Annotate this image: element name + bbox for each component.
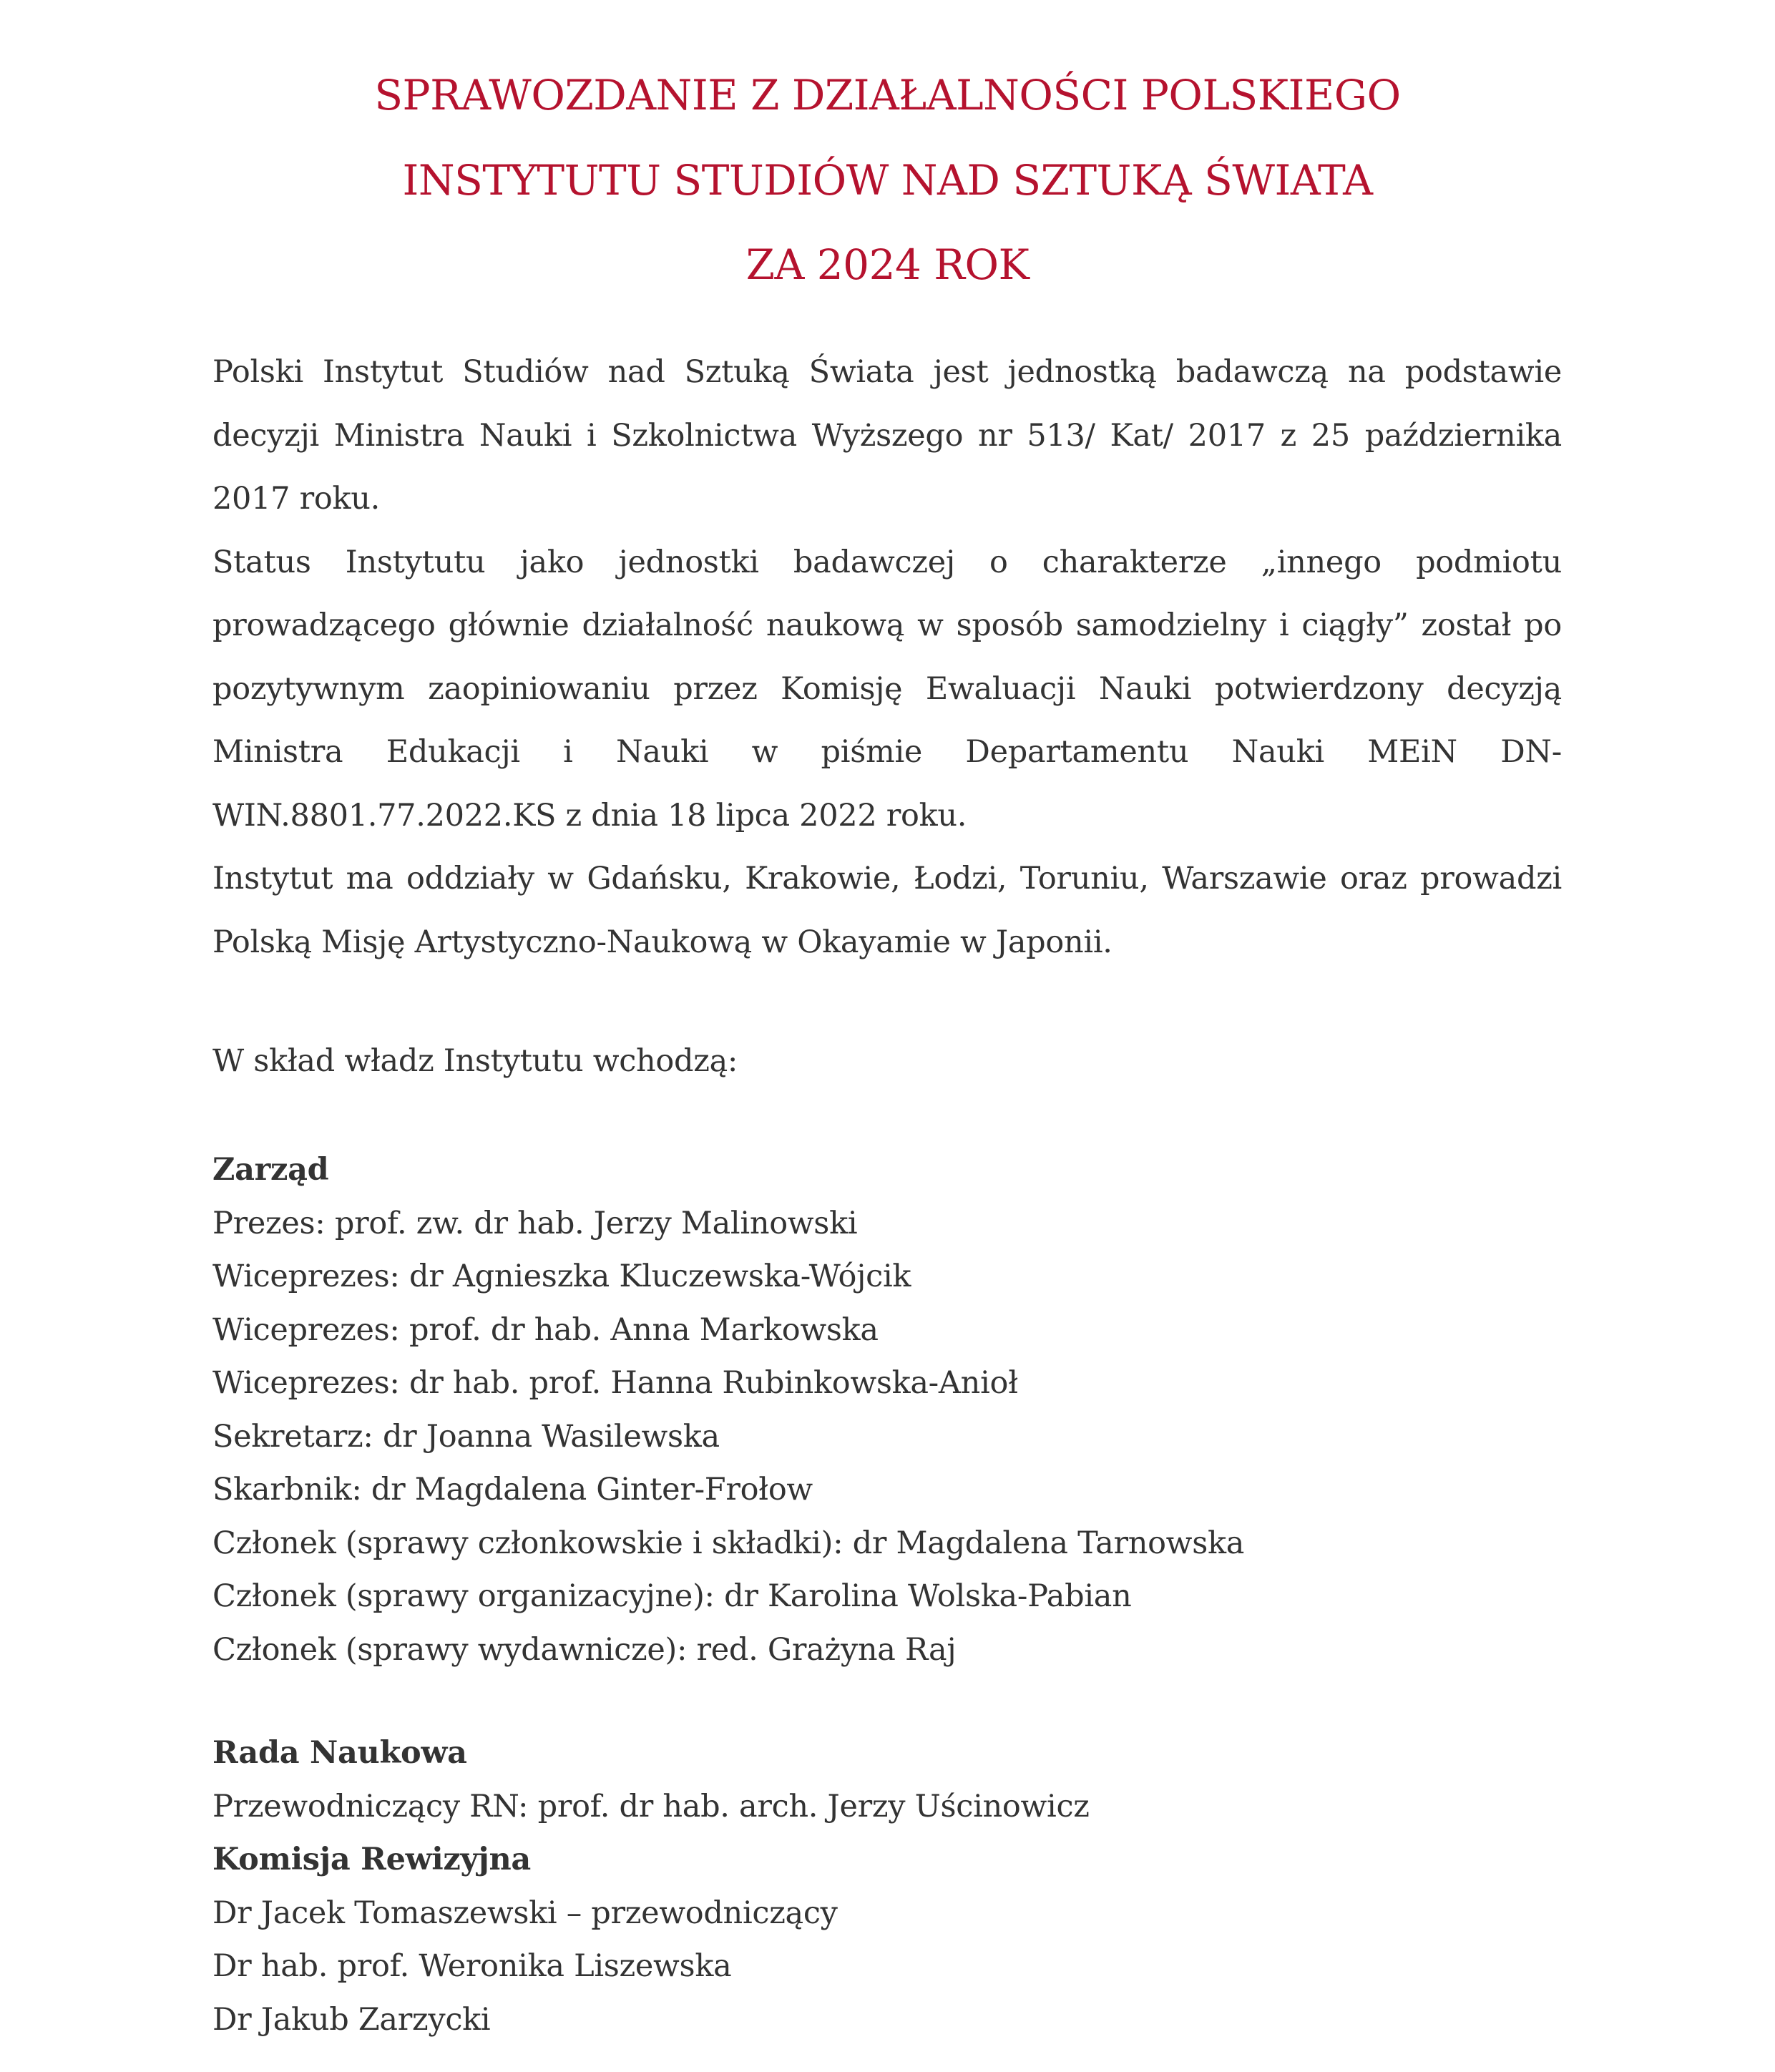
scientific-council-heading: Rada Naukowa	[212, 1735, 467, 1771]
audit-committee-heading: Komisja Rewizyjna	[212, 1842, 531, 1877]
title-line-1: SPRAWOZDANIE Z DZIAŁALNOŚCI POLSKIEGO	[374, 71, 1401, 119]
document-title	[0, 53, 1775, 308]
intro-paragraph-status-confirmation: Status Instytutu jako jednostki badawczej o charakterze „innego podmiotu prowadzącego głównie działalność naukową w sposób samodzielny i ciągły” został po pozytywnym zaopiniowaniu przez Komisję Ewaluacji Nauki potwierdzony decyzją Ministra Edukacji i Nauki w piśmie Departamentu Nauki MEiN DN-WIN.8801.77.2022.KS z dnia 18 lipca 2022 roku.	[212, 544, 1562, 834]
board-member: Wiceprezes: dr Agnieszka Kluczewska-Wójcik	[212, 1259, 911, 1294]
board-section	[212, 1143, 1562, 1676]
intro-section	[212, 341, 1562, 974]
board-member: Wiceprezes: dr hab. prof. Hanna Rubinkowska-Anioł	[212, 1365, 1018, 1401]
audit-committee-member: Dr Jakub Zarzycki	[212, 2001, 491, 2038]
scientific-council-member: Przewodniczący RN: prof. dr hab. arch. Jerzy Uścinowicz	[212, 1788, 1090, 1824]
board-member: Sekretarz: dr Joanna Wasilewska	[212, 1418, 720, 1455]
board-member: Członek (sprawy członkowskie i składki): dr Magdalena Tarnowska	[212, 1525, 1245, 1561]
councils-section	[212, 1726, 1562, 2046]
board-member: Członek (sprawy wydawnicze): red. Grażyna Raj	[212, 1631, 957, 1668]
authorities-lead: W skład władz Instytutu wchodzą:	[212, 1043, 738, 1079]
board-member: Wiceprezes: prof. dr hab. Anna Markowska	[212, 1311, 879, 1348]
board-member: Prezes: prof. zw. dr hab. Jerzy Malinowski	[212, 1205, 858, 1241]
title-line-3: ZA 2024 ROK	[745, 240, 1030, 289]
audit-committee-member: Dr hab. prof. Weronika Liszewska	[212, 1948, 732, 1984]
intro-paragraph-status-decision: Polski Instytut Studiów nad Sztuką Świata jest jednostką badawczą na podstawie decyzji Ministra Nauki i Szkolnictwa Wyższego nr 513/ Kat/ 2017 z 25 października 2017 roku.	[212, 354, 1562, 517]
board-member: Skarbnik: dr Magdalena Ginter-Frołow	[212, 1472, 813, 1507]
intro-paragraph-branches: Instytut ma oddziały w Gdańsku, Krakowie, Łodzi, Toruniu, Warszawie oraz prowadzi Polską Misję Artystyczno-Naukową w Okayamie w Japonii.	[212, 861, 1562, 960]
board-member: Członek (sprawy organizacyjne): dr Karolina Wolska-Pabian	[212, 1578, 1132, 1614]
title-line-2: INSTYTUTU STUDIÓW NAD SZTUKĄ ŚWIATA	[402, 155, 1373, 205]
audit-committee-member: Dr Jacek Tomaszewski – przewodniczący	[212, 1895, 838, 1931]
board-heading: Zarząd	[212, 1152, 329, 1188]
